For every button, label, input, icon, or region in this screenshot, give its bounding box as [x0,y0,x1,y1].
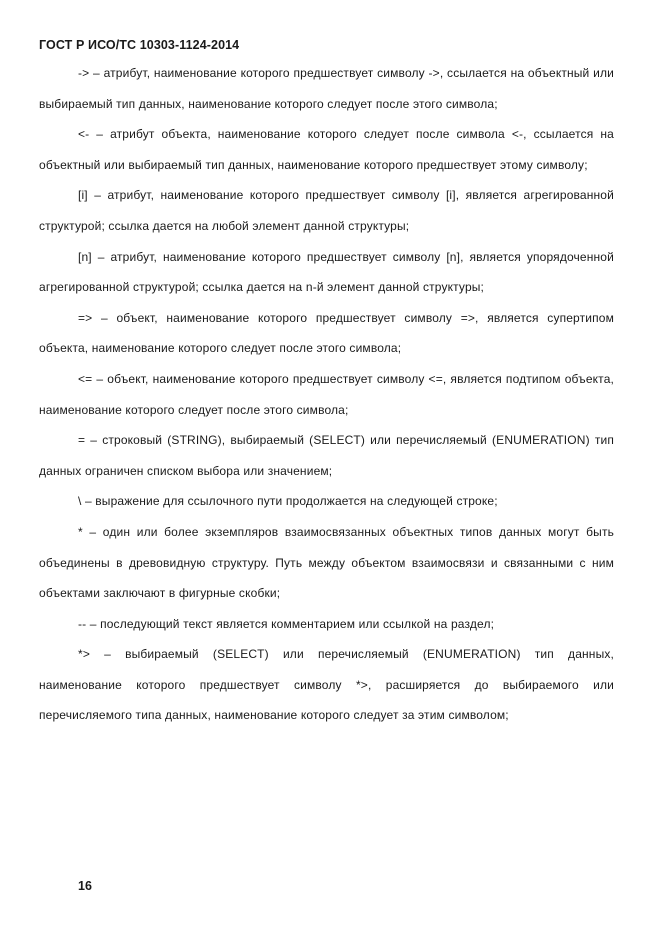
paragraph-arrow-right: -> – атрибут, наименование которого предшествует символу ->, ссылается на объектный или выбираемый тип данных, наименование которого следует после этого символа; [39,66,614,111]
paragraph-comment: -- – последующий текст является комментарием или ссылкой на раздел; [78,616,495,631]
paragraph-supertype: => – объект, наименование которого предшествует символу =>, является супертипом объекта, наименование которого следует после этого символа; [39,310,614,356]
paragraph-extension: *> – выбираемый (SELECT) или перечисляемый (ENUMERATION) тип данных, наименование которого предшествует символу *>, расширяется до выбираемого или перечисляемого типа данных, наименование которого следует за этим символом; [39,647,614,723]
paragraph-aggregate-i: [i] – атрибут, наименование которого предшествует символу [i], является агрегированной структурой; ссылка дается на любой элемент данной структуры; [39,188,614,233]
page-number: 16 [78,879,92,893]
paragraph-aggregate-n: [n] – атрибут, наименование которого предшествует символу [n], является упорядоченной агрегированной структурой; ссылка дается на n-й элемент данной структуры; [39,249,614,295]
paragraph-asterisk: * – один или более экземпляров взаимосвязанных объектных типов данных могут быть объединены в древовидную структуру. Путь между объектом взаимосвязи и связанными с ним объектами заключают в фигурные скобки; [39,524,614,601]
paragraph-arrow-left: <- – атрибут объекта, наименование которого следует после символа <-, ссылается на объектный или выбираемый тип данных, наименование которого предшествует этому символу; [39,127,614,172]
paragraph-subtype: <= – объект, наименование которого предшествует символу <=, является подтипом объекта, наименование которого следует после этого символа; [39,371,614,417]
paragraph-backslash: \ – выражение для ссылочного пути продолжается на следующей строке; [78,494,498,509]
document-header: ГОСТ Р ИСО/ТС 10303-1124-2014 [39,38,240,52]
document-body [39,58,614,731]
paragraph-equals: = – строковый (STRING), выбираемый (SELECT) или перечисляемый (ENUMERATION) тип данных ограничен списком выбора или значением; [39,433,614,478]
